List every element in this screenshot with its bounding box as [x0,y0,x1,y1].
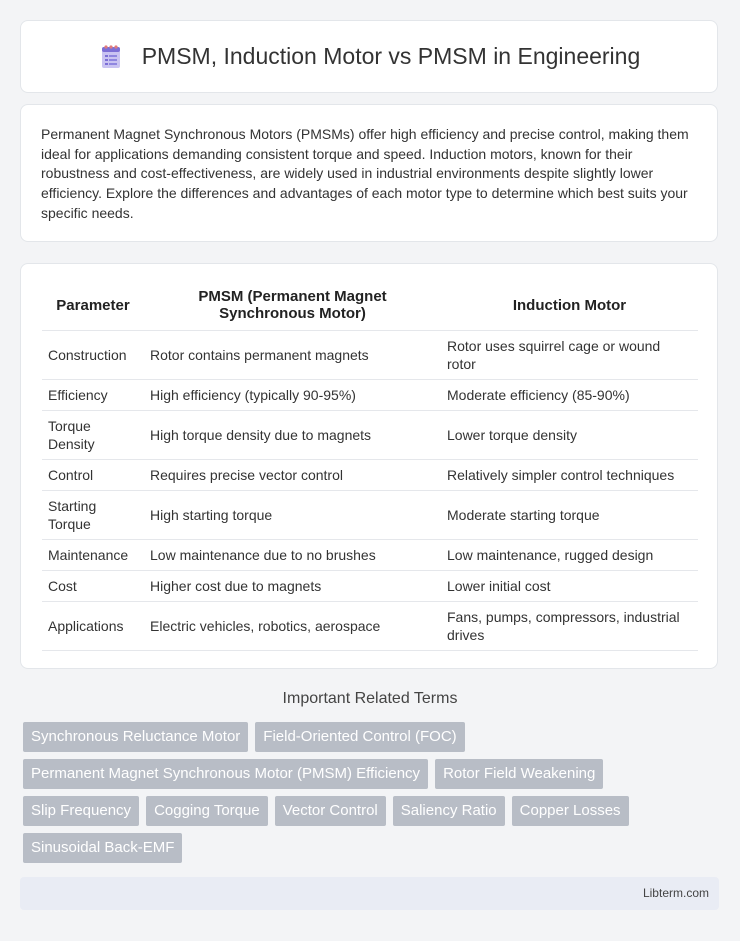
term-tag[interactable]: Permanent Magnet Synchronous Motor (PMSM) Efficiency [23,759,428,789]
table-cell: Rotor uses squirrel cage or wound rotor [441,331,698,380]
page-title: PMSM, Induction Motor vs PMSM in Engineering [141,43,641,69]
table-cell: High torque density due to magnets [144,411,441,460]
table-row [42,540,698,571]
footer [20,877,719,910]
column-header: Induction Motor [441,280,698,331]
table-cell: Low maintenance due to no brushes [144,540,441,571]
term-tag[interactable]: Field-Oriented Control (FOC) [255,722,464,752]
table-row [42,491,698,540]
intro-card [20,104,718,242]
table-cell: Fans, pumps, compressors, industrial drives [441,602,698,651]
table-row [42,380,698,411]
table-cell: Moderate starting torque [441,491,698,540]
comparison-table [42,280,698,651]
table-cell: Efficiency [42,380,144,411]
term-tag[interactable]: Saliency Ratio [393,796,505,826]
table-cell: Requires precise vector control [144,460,441,491]
term-tag[interactable]: Vector Control [275,796,386,826]
related-terms-list [23,722,723,870]
intro-text: Permanent Magnet Synchronous Motors (PMSMs) offer high efficiency and precise control, making them ideal for applications demanding consistent torque and speed. Induction motors, known for their robustness and cost-effectiveness, are widely used in industrial environments despite slightly lower efficiency. Explore the differences and advantages of each motor type to determine which best suits your specific needs. [41,126,689,221]
table-cell: Applications [42,602,144,651]
table-cell: Maintenance [42,540,144,571]
column-header: Parameter [42,280,144,331]
table-cell: Lower torque density [441,411,698,460]
related-terms-title: Important Related Terms [282,690,458,707]
table-header-row [42,280,698,331]
term-tag[interactable]: Sinusoidal Back-EMF [23,833,182,863]
table-row [42,411,698,460]
table-cell: Torque Density [42,411,144,460]
table-cell: Moderate efficiency (85-90%) [441,380,698,411]
term-tag[interactable]: Rotor Field Weakening [435,759,603,789]
table-cell: High efficiency (typically 90-95%) [144,380,441,411]
table-cell: Control [42,460,144,491]
table-cell: Relatively simpler control techniques [441,460,698,491]
table-cell: Electric vehicles, robotics, aerospace [144,602,441,651]
term-tag[interactable]: Synchronous Reluctance Motor [23,722,248,752]
footer-site-link[interactable]: Libterm.com [642,886,709,900]
term-tag[interactable]: Slip Frequency [23,796,139,826]
term-tag[interactable]: Cogging Torque [146,796,268,826]
header-card [20,20,718,93]
table-cell: Starting Torque [42,491,144,540]
document-icon [98,44,124,70]
table-cell: High starting torque [144,491,441,540]
term-tag[interactable]: Copper Losses [512,796,629,826]
table-row [42,460,698,491]
table-cell: Rotor contains permanent magnets [144,331,441,380]
table-cell: Construction [42,331,144,380]
table-row [42,331,698,380]
table-cell: Lower initial cost [441,571,698,602]
table-cell: Low maintenance, rugged design [441,540,698,571]
table-cell: Higher cost due to magnets [144,571,441,602]
table-row [42,602,698,651]
table-cell: Cost [42,571,144,602]
column-header: PMSM (Permanent Magnet Synchronous Motor) [144,280,441,331]
comparison-table-card [20,263,718,669]
table-row [42,571,698,602]
